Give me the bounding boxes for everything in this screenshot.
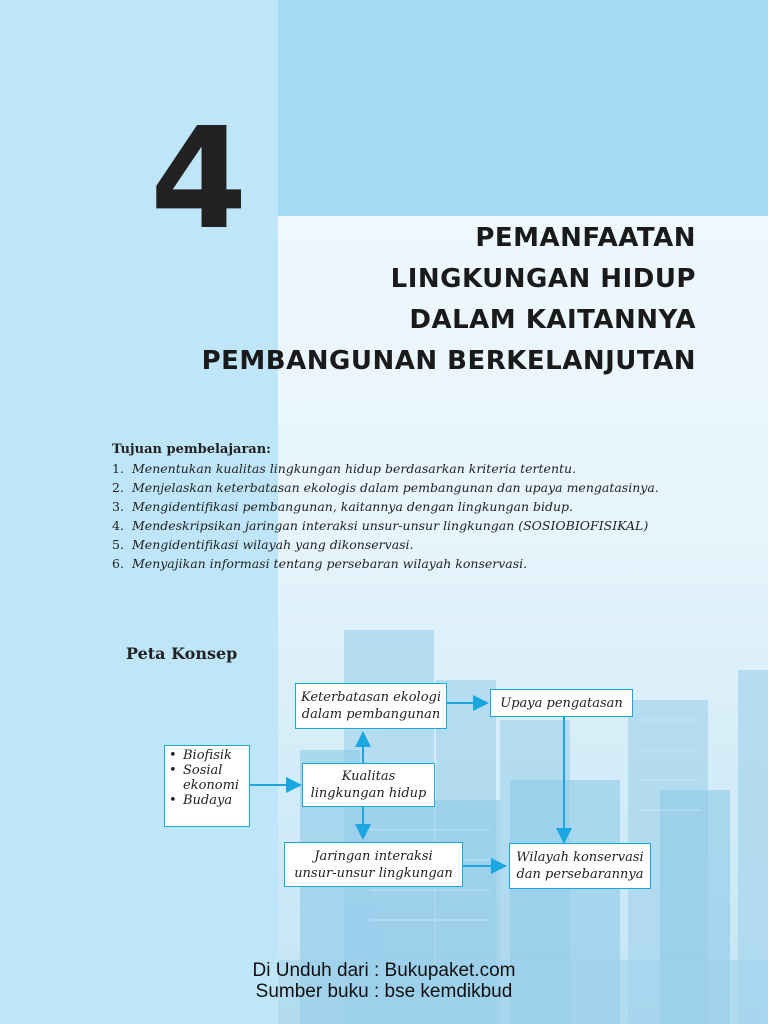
title-line: PEMBANGUNAN BERKELANJUTAN bbox=[201, 346, 696, 376]
box-kualitas: Kualitas lingkungan hidup bbox=[302, 763, 435, 807]
learning-objectives bbox=[112, 442, 712, 573]
box-keterbatasan: Keterbatasan ekologi dalam pembangunan bbox=[295, 683, 447, 729]
objective-item: 3. Mengidentifikasi pembangunan, kaitannya dengan lingkungan bidup. bbox=[112, 499, 574, 514]
title-line: LINGKUNGAN HIDUP bbox=[390, 264, 696, 294]
concept-map-heading: Peta Konsep bbox=[126, 644, 238, 663]
objective-item: 5. Mengidentifikasi wilayah yang dikonservasi. bbox=[112, 537, 414, 552]
objective-item: 1. Menentukan kualitas lingkungan hidup berdasarkan kriteria tertentu. bbox=[112, 461, 577, 476]
factor-list-box bbox=[164, 745, 250, 827]
factor-item: • Sosial ekonomi bbox=[169, 763, 240, 793]
download-footer bbox=[0, 960, 768, 1002]
footer-source-line: Di Unduh dari : Bukupaket.com bbox=[252, 960, 516, 981]
chapter-title bbox=[56, 218, 696, 382]
footer-book-line: Sumber buku : bse kemdikbud bbox=[255, 981, 513, 1002]
objective-item: 6. Menyajikan informasi tentang persebaran wilayah konservasi. bbox=[112, 556, 528, 571]
box-wilayah: Wilayah konservasi dan persebarannya bbox=[509, 843, 651, 889]
box-upaya: Upaya pengatasan bbox=[490, 689, 633, 717]
factor-item: • Budaya bbox=[169, 793, 233, 808]
top-right-panel bbox=[278, 0, 768, 216]
title-line: PEMANFAATAN bbox=[475, 223, 696, 253]
title-line: DALAM KAITANNYA bbox=[409, 305, 696, 335]
factor-item: • Biofisik bbox=[169, 748, 232, 763]
objectives-header: Tujuan pembelajaran: bbox=[112, 442, 271, 457]
chapter-number: 4 bbox=[150, 98, 248, 261]
box-jaringan: Jaringan interaksi unsur-unsur lingkungan bbox=[284, 842, 463, 887]
objective-item: 4. Mendeskripsikan jaringan interaksi unsur-unsur lingkungan (SOSIOBIOFISIKAL) bbox=[112, 518, 649, 533]
objective-item: 2. Menjelaskan keterbatasan ekologis dalam pembangunan dan upaya mengatasinya. bbox=[112, 480, 659, 495]
